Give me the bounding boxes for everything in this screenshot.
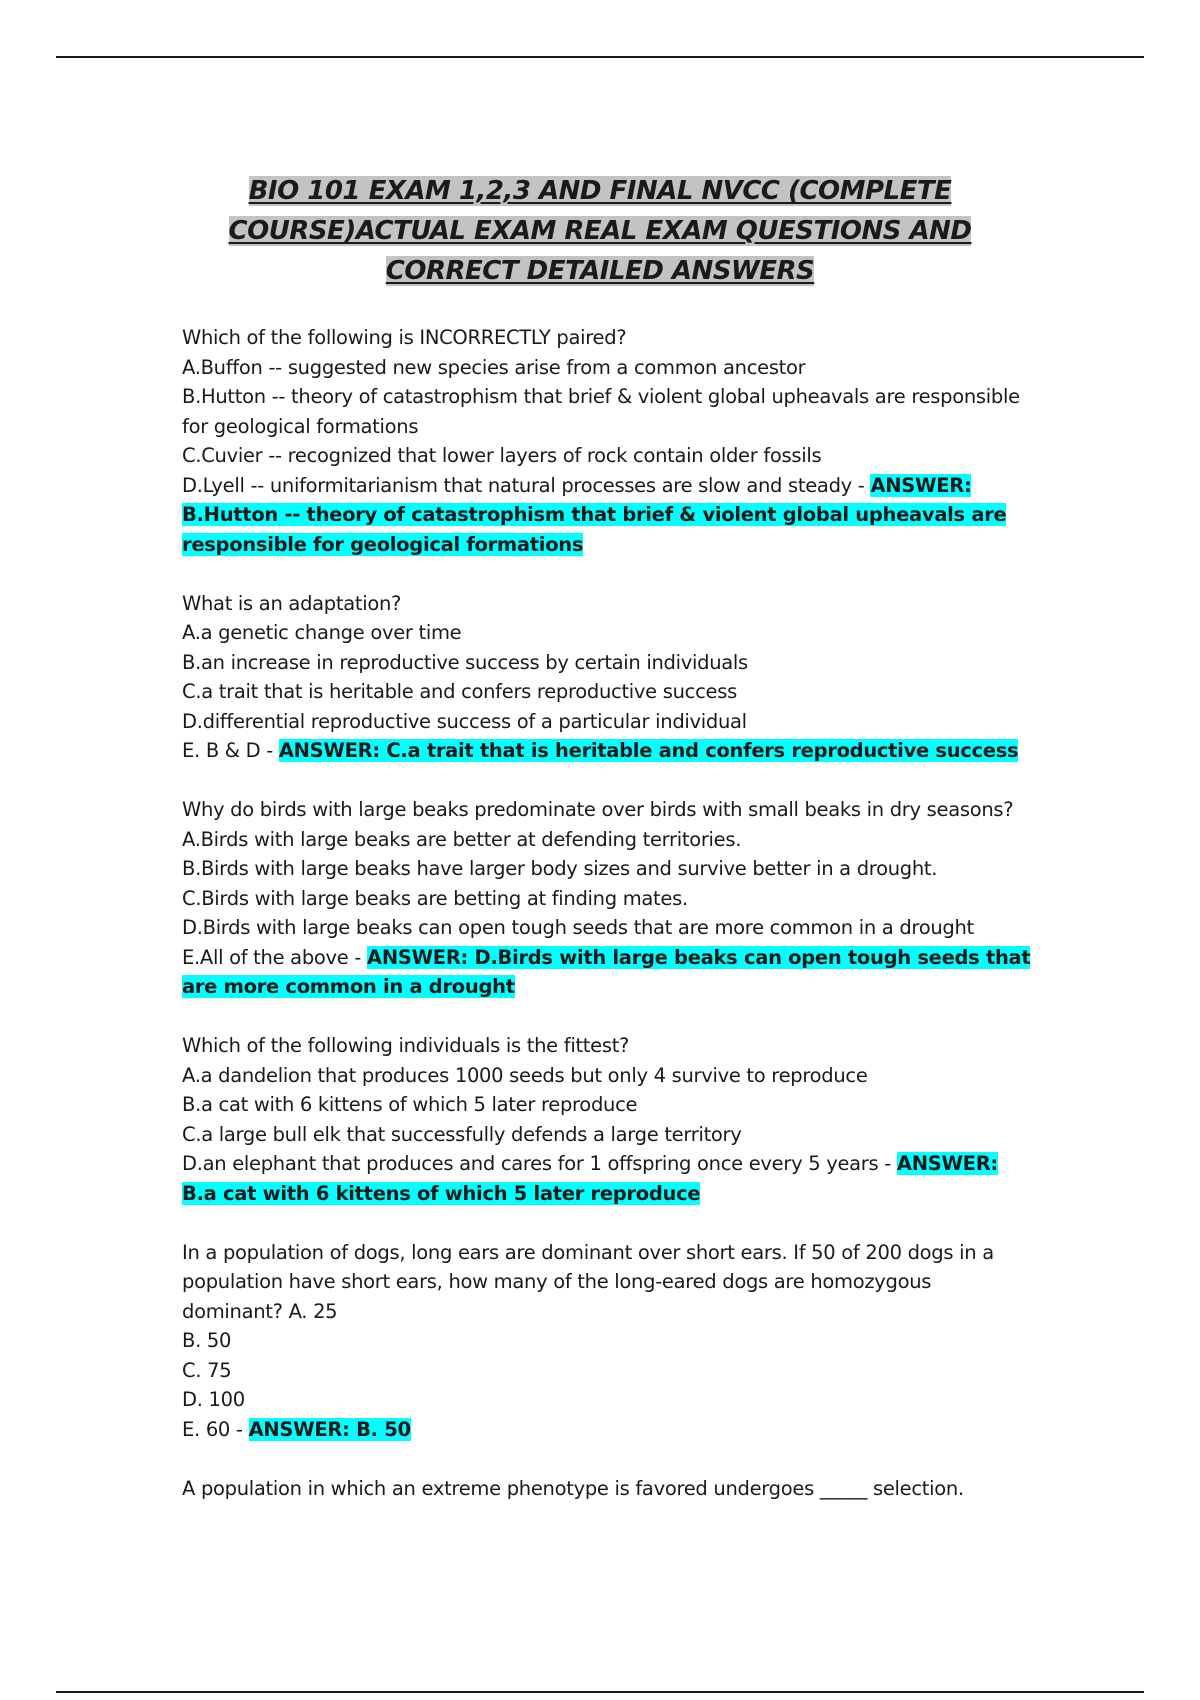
option-c: C.a trait that is heritable and confers reproductive success [182, 680, 737, 703]
option-b: B. 50 [182, 1329, 232, 1352]
option-b: B.a cat with 6 kittens of which 5 later reproduce [182, 1093, 638, 1116]
option-a: A.a genetic change over time [182, 621, 462, 644]
answer-highlight: ANSWER: B.a cat with 6 kittens of which 5 later reproduce [182, 1152, 998, 1205]
option-e: E. B & D - [182, 739, 273, 762]
option-a: A.Buffon -- suggested new species arise from a common ancestor [182, 355, 806, 379]
question-list [182, 323, 1032, 1533]
option-c: C.a large bull elk that successfully defends a large territory [182, 1122, 742, 1146]
answer-highlight: ANSWER: C.a trait that is heritable and confers reproductive success [278, 739, 1019, 762]
question-3 [182, 795, 1032, 1002]
question-stem: What is an adaptation? [182, 591, 402, 615]
option-c: C. 75 [182, 1358, 232, 1382]
option-b: B.Birds with large beaks have larger body sizes and survive better in a drought. [182, 857, 938, 880]
title-line-2: COURSE)ACTUAL EXAM REAL EXAM QUESTIONS AND [228, 216, 972, 246]
option-c: C.Birds with large beaks are betting at finding mates. [182, 886, 688, 910]
question-stem: Which of the following individuals is the fittest? [182, 1034, 630, 1057]
answer-highlight: ANSWER: B.Hutton -- theory of catastrophism that brief & violent global upheavals are responsible for geological formations [182, 473, 1007, 556]
question-stem: A population in which an extreme phenotype is favored undergoes _____ selection. [182, 1476, 964, 1500]
option-b: B.Hutton -- theory of catastrophism that brief & violent global upheavals are responsible for geological formations [182, 385, 1020, 438]
document-title [160, 171, 1040, 291]
footer-rule [56, 1691, 1144, 1693]
option-a: A.a dandelion that produces 1000 seeds but only 4 survive to reproduce [182, 1063, 868, 1087]
question-4 [182, 1031, 1032, 1208]
option-d: D.differential reproductive success of a particular individual [182, 709, 747, 733]
question-5 [182, 1238, 1032, 1445]
option-a: A.Birds with large beaks are better at defending territories. [182, 827, 742, 851]
option-d: D.Lyell -- uniformitarianism that natural processes are slow and steady - [182, 473, 865, 497]
question-stem: Which of the following is INCORRECTLY paired? [182, 326, 627, 349]
option-e: E. 60 - [182, 1417, 243, 1441]
question-stem: Why do birds with large beaks predominate over birds with small beaks in dry seasons? [182, 798, 1014, 821]
title-line-1: BIO 101 EXAM 1,2,3 AND FINAL NVCC (COMPLETE [248, 176, 952, 206]
answer-highlight: ANSWER: B. 50 [248, 1417, 411, 1441]
question-2 [182, 589, 1032, 766]
question-stem: In a population of dogs, long ears are dominant over short ears. If 50 of 200 dogs in a population have short ears, how many of the long-eared dogs are homozygous dominant? A. 25 [182, 1240, 994, 1323]
answer-highlight: ANSWER: D.Birds with large beaks can open tough seeds that are more common in a drought [182, 945, 1031, 998]
option-e: E.All of the above - [182, 945, 362, 969]
option-b: B.an increase in reproductive success by certain individuals [182, 650, 748, 674]
option-d: D.an elephant that produces and cares for 1 offspring once every 5 years - [182, 1152, 892, 1175]
title-line-3: CORRECT DETAILED ANSWERS [385, 256, 815, 286]
header-rule [56, 56, 1144, 58]
question-1 [182, 323, 1032, 559]
option-d: D.Birds with large beaks can open tough seeds that are more common in a drought [182, 916, 974, 939]
option-c: C.Cuvier -- recognized that lower layers of rock contain older fossils [182, 444, 822, 467]
question-6 [182, 1474, 1032, 1504]
option-d: D. 100 [182, 1388, 245, 1411]
